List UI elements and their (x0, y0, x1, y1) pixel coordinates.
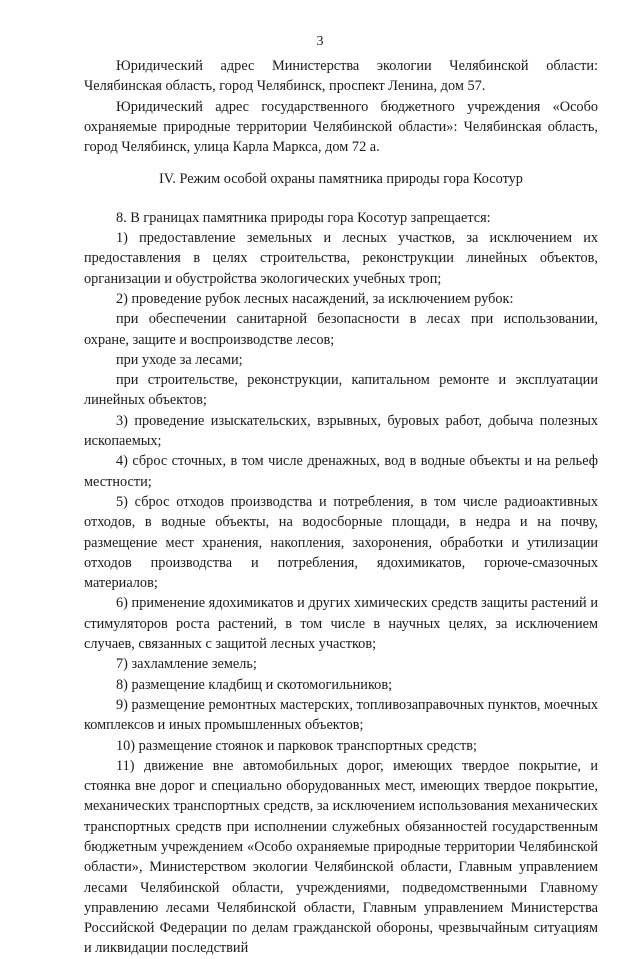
list-item: 8) размещение кладбищ и скотомогильников; (116, 676, 393, 693)
document-body (84, 56, 598, 959)
section-heading: IV. Режим особой охраны памятника природы гора Косотур (159, 171, 523, 188)
list-item: 7) захламление земель; (116, 656, 257, 673)
list-item: 3) проведение изыскательских, взрывных, буровых работ, добыча полезных ископаемых; (84, 412, 598, 450)
sub-item: при обеспечении санитарной безопасности в лесах при использовании, охране, защите и воспроизводстве лесов; (84, 311, 598, 348)
address-paragraph: Юридический адрес Министерства экологии Челябинской области: Челябинская область, город Челябинск, проспект Ленина, дом 57. (84, 58, 598, 95)
sub-item: при уходе за лесами; (116, 351, 243, 368)
list-item: 10) размещение стоянок и парковок транспортных средств; (116, 737, 477, 754)
list-item: 1) предоставление земельных и лесных участков, за исключением их предоставления в целях строительства, реконструкции линейных объектов, организации и обустройства экологических учебных троп; (84, 230, 598, 287)
list-item: 4) сброс сточных, в том числе дренажных, вод в водные объекты и на рельеф местности; (84, 453, 598, 490)
page-number: 3 (316, 34, 324, 49)
list-item: 9) размещение ремонтных мастерских, топливозаправочных пунктов, моечных комплексов и иных промышленных объектов; (84, 696, 598, 734)
list-item: 2) проведение рубок лесных насаждений, за исключением рубок: (116, 290, 514, 307)
paragraph: 8. В границах памятника природы гора Косотур запрещается: (116, 209, 491, 226)
list-item: 5) сброс отходов производства и потребления, в том числе радиоактивных отходов, в водные объекты, на водосборные площади, в недра и на почву, размещение мест хранения, накопления, захоронения, обработки и утилизации отходов производства и потребления, ядохимикатов, горюче-смазочных материалов; (84, 493, 598, 592)
list-item: 6) применение ядохимикатов и других химических средств защиты растений и стимуляторов роста растений, в том числе в научных целях, за исключением случаев, связанных с защитой лесных участков; (84, 595, 598, 653)
address-paragraph: Юридический адрес государственного бюджетного учреждения «Особо охраняемые природные территории Челябинской области»: Челябинская область, город Челябинск, улица Карла Маркса, дом 72 а. (84, 98, 598, 156)
sub-item: при строительстве, реконструкции, капитальном ремонте и эксплуатации линейных объектов; (84, 372, 598, 409)
list-item: 11) движение вне автомобильных дорог, имеющих твердое покрытие, и стоянка вне дорог и специально оборудованных мест, имеющих твердое покрытие, механических транспортных средств, за исключением использования механических транспортных средств при исполнении служебных обязанностей государственным бюджетным учреждением «Особо охраняемые природные территории Челябинской области», Министерством экологии Челябинской области, Главным управлением лесами Челябинской области, учреждениями, подведомственными Главному управлению лесами Челябинской области, Главным управлением Министерства Российской Федерации по делам гражданской обороны, чрезвычайным ситуациям и ликвидации последствий (84, 757, 598, 957)
